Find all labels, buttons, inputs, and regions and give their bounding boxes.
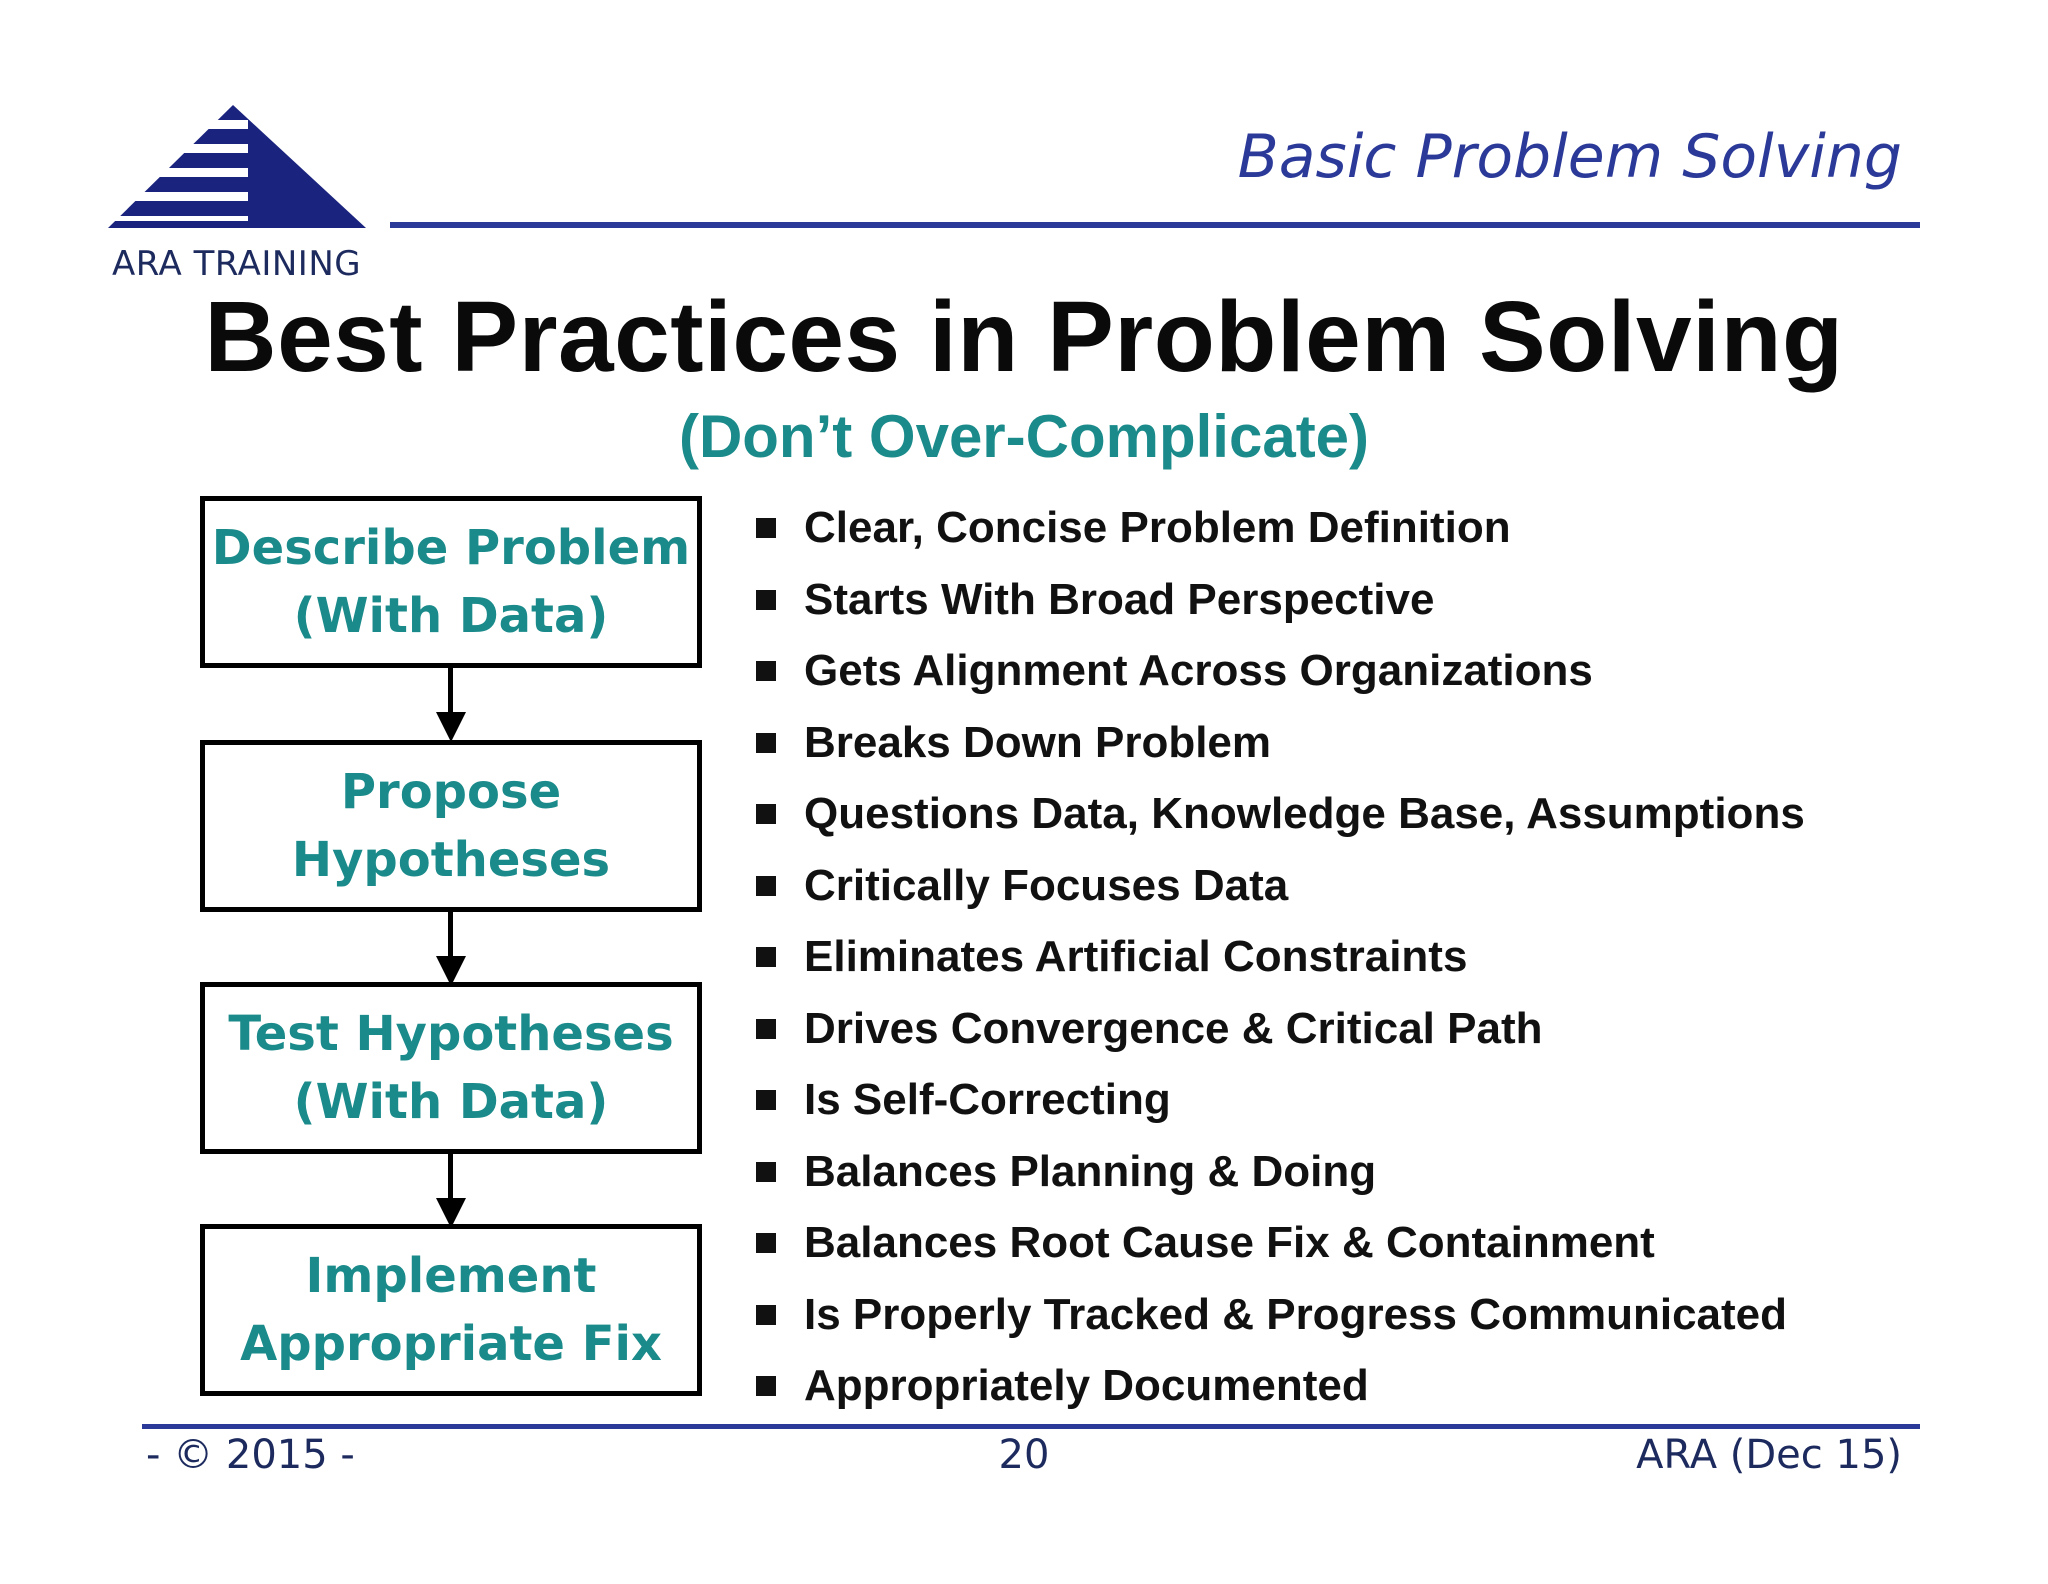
list-item: Eliminates Artificial Constraints bbox=[756, 925, 1805, 997]
list-item: Starts With Broad Perspective bbox=[756, 568, 1805, 640]
flow-step-test-hypotheses bbox=[200, 982, 702, 1154]
ara-training-logo-icon bbox=[108, 100, 368, 250]
bullet-square-icon bbox=[756, 1090, 776, 1110]
flow-step-implement-fix bbox=[200, 1224, 702, 1396]
flow-step-propose-hypotheses bbox=[200, 740, 702, 912]
list-item: Questions Data, Knowledge Base, Assumptions bbox=[756, 782, 1805, 854]
list-item: Gets Alignment Across Organizations bbox=[756, 639, 1805, 711]
course-title: Basic Problem Solving bbox=[1237, 122, 1902, 192]
flow-step-line: Hypotheses bbox=[291, 832, 611, 888]
bullet-square-icon bbox=[756, 1376, 776, 1396]
list-item: Balances Planning & Doing bbox=[756, 1140, 1805, 1212]
bullet-square-icon bbox=[756, 661, 776, 681]
flow-step-line: (With Data) bbox=[293, 588, 609, 644]
footer-copyright: - © 2015 - bbox=[146, 1432, 355, 1478]
list-item: Is Self-Correcting bbox=[756, 1068, 1805, 1140]
page-number: 20 bbox=[998, 1432, 1050, 1478]
flow-arrow-down-icon bbox=[436, 1154, 464, 1228]
slide-title: Best Practices in Problem Solving bbox=[204, 281, 1844, 393]
list-item: Clear, Concise Problem Definition bbox=[756, 496, 1805, 568]
bullet-square-icon bbox=[756, 1019, 776, 1039]
list-item: Balances Root Cause Fix & Containment bbox=[756, 1211, 1805, 1283]
bullet-square-icon bbox=[756, 947, 776, 967]
bullet-square-icon bbox=[756, 876, 776, 896]
flow-step-line: Appropriate Fix bbox=[240, 1316, 662, 1372]
bullet-square-icon bbox=[756, 590, 776, 610]
flow-step-line: Implement bbox=[305, 1248, 597, 1304]
flow-step-line: Test Hypotheses bbox=[228, 1006, 674, 1062]
flow-step-describe-problem bbox=[200, 496, 702, 668]
flow-arrow-down-icon bbox=[436, 668, 464, 742]
list-item: Is Properly Tracked & Progress Communicated bbox=[756, 1283, 1805, 1355]
list-item: Appropriately Documented bbox=[756, 1354, 1805, 1426]
flow-step-line: Propose bbox=[340, 764, 562, 820]
footer-divider bbox=[142, 1424, 1920, 1429]
bullet-square-icon bbox=[756, 1305, 776, 1325]
bullet-square-icon bbox=[756, 804, 776, 824]
bullet-square-icon bbox=[756, 733, 776, 753]
flow-step-line: (With Data) bbox=[293, 1074, 609, 1130]
list-item: Drives Convergence & Critical Path bbox=[756, 997, 1805, 1069]
list-item: Breaks Down Problem bbox=[756, 711, 1805, 783]
flow-step-line: Describe Problem bbox=[211, 520, 691, 576]
list-item: Critically Focuses Data bbox=[756, 854, 1805, 926]
slide-subtitle: (Don’t Over-Complicate) bbox=[678, 403, 1370, 470]
bullet-square-icon bbox=[756, 518, 776, 538]
best-practices-list bbox=[756, 496, 1805, 1426]
bullet-square-icon bbox=[756, 1162, 776, 1182]
logo-text: ARA TRAINING bbox=[112, 244, 362, 284]
bullet-square-icon bbox=[756, 1233, 776, 1253]
header-divider bbox=[390, 222, 1920, 228]
footer-version: ARA (Dec 15) bbox=[1636, 1432, 1902, 1478]
flow-arrow-down-icon bbox=[436, 912, 464, 986]
